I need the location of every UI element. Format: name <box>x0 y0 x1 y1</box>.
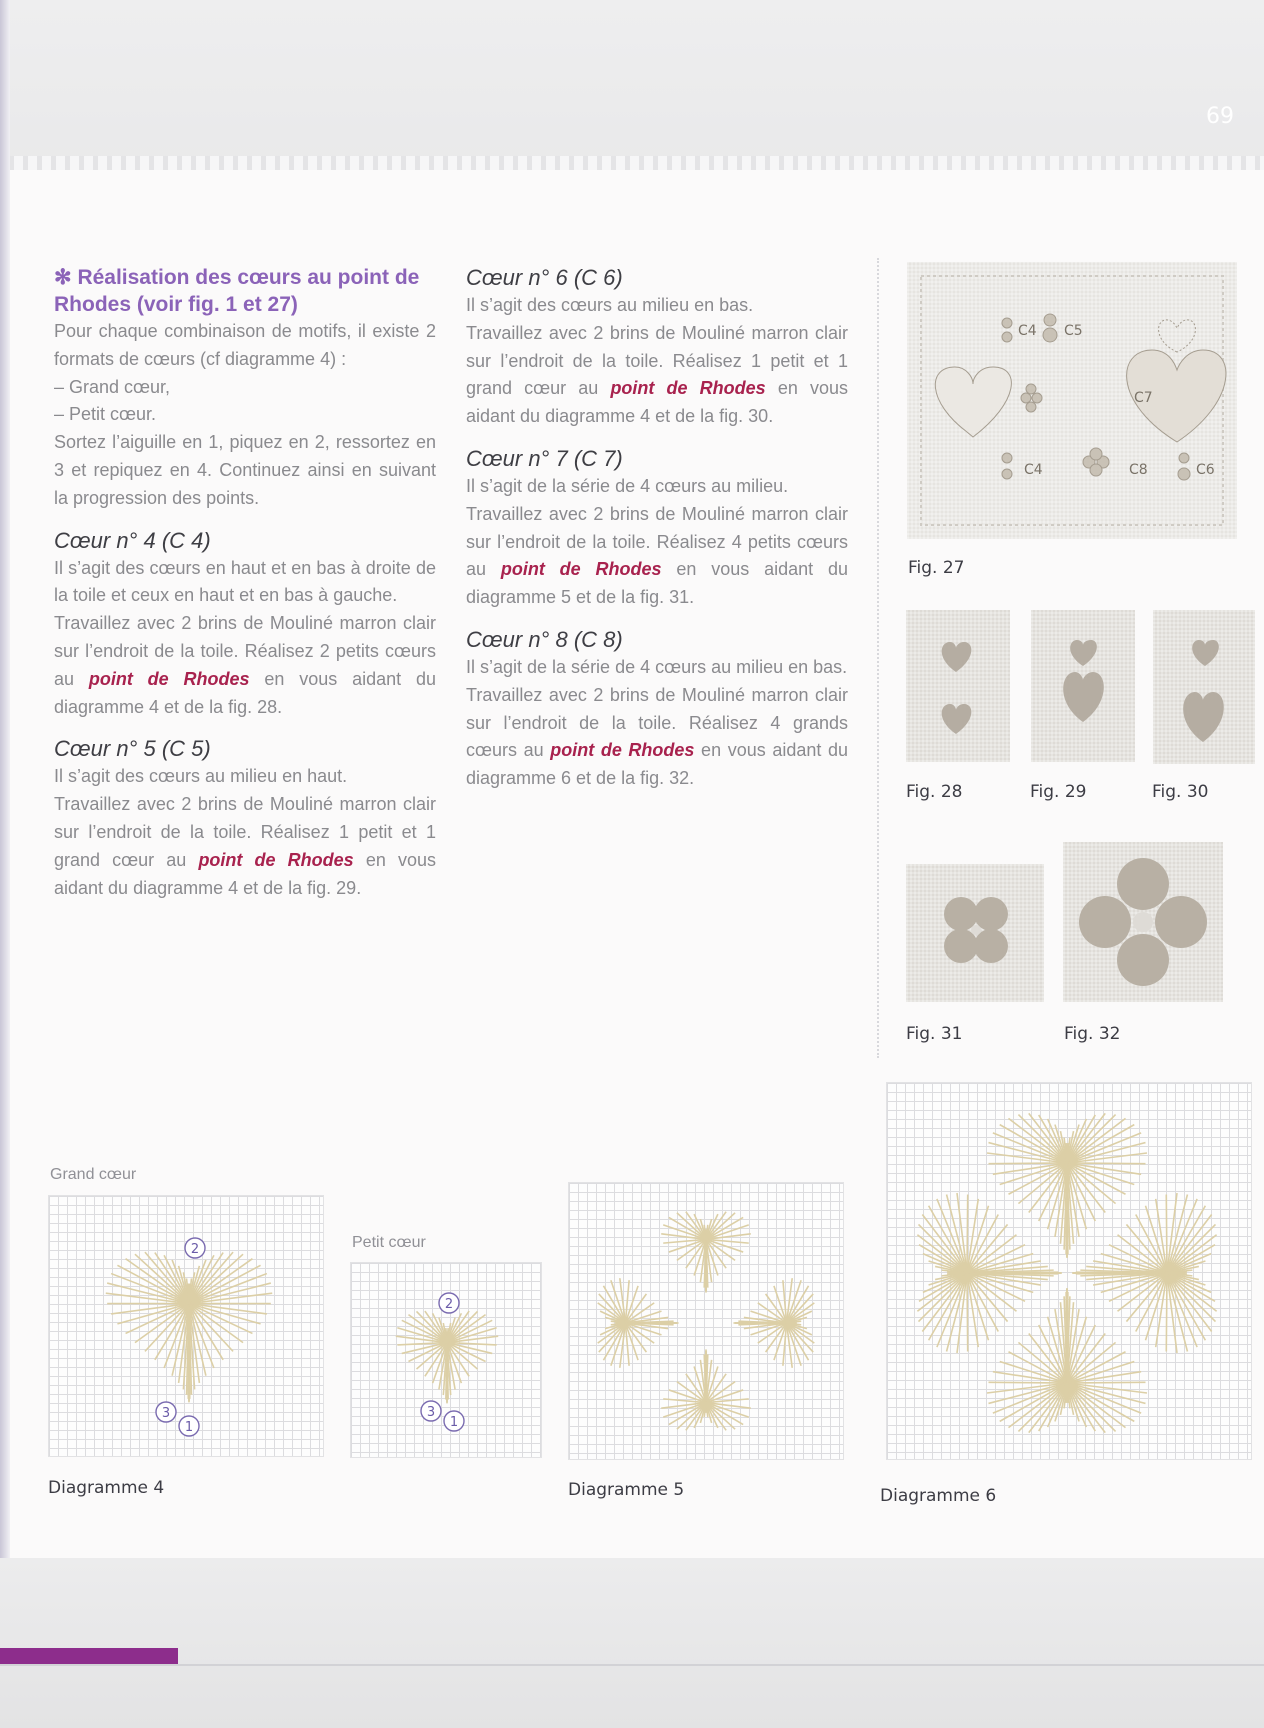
list-item: – Petit cœur. <box>54 404 157 425</box>
stitch-marker-number: 2 <box>190 1242 200 1257</box>
asterisk-icon: ✻ <box>54 266 78 289</box>
stitch-marker-number: 1 <box>184 1420 194 1435</box>
fig27-photo <box>907 262 1237 539</box>
grand-coeur-diagram <box>48 1195 324 1457</box>
stitch-marker <box>421 1401 441 1421</box>
fig30-caption: Fig. 30 <box>1152 782 1209 802</box>
diagram6-caption: Diagramme 6 <box>880 1486 997 1506</box>
c7-instructions: Travaillez avec 2 brins de Mouliné marron clair sur l’endroit de la toile. Réalisez 4 petits cœurs au point de Rhodes en vous aidant du diagramme 5 et de la fig. 31. <box>466 503 848 608</box>
fig27-caption: Fig. 27 <box>908 558 965 578</box>
fig29-photo <box>1031 610 1135 762</box>
bottom-decor-band <box>0 1558 1264 1728</box>
stitch-marker <box>439 1293 459 1313</box>
binding-edge <box>0 0 10 1728</box>
stitch-marker <box>185 1238 205 1258</box>
stitch-marker-number: 2 <box>444 1297 454 1312</box>
text-column-1 <box>54 264 436 902</box>
thread-ray <box>988 1163 1070 1164</box>
thread-ray <box>185 1303 260 1324</box>
c4-heading: Cœur n° 4 (C 4) <box>54 527 211 553</box>
grand-heart <box>106 1252 272 1402</box>
fig31-caption: Fig. 31 <box>906 1024 963 1044</box>
fig27-label: C7 <box>1134 390 1153 406</box>
thread-ray <box>1064 1161 1125 1194</box>
thread-ray <box>1063 1382 1145 1383</box>
thread-ray <box>1166 1194 1167 1276</box>
fig32-caption: Fig. 32 <box>1064 1024 1121 1044</box>
c8-instructions: Travaillez avec 2 brins de Mouliné marron clair sur l’endroit de la toile. Réalisez 4 grands cœurs au point de Rhodes en vous aidant du diagramme 6 et de la fig. 32. <box>466 684 848 789</box>
fig30-photo <box>1153 610 1255 764</box>
c5-location: Il s’agit des cœurs au milieu en haut. <box>54 766 348 787</box>
list-item: – Grand cœur, <box>54 376 171 397</box>
c5-instructions: Travaillez avec 2 brins de Mouliné marron clair sur l’endroit de la toile. Réalisez 1 petit et 1 grand cœur au point de Rhodes en vous aidant du diagramme 4 et de la fig. 29. <box>54 794 436 898</box>
diagram5-grid <box>568 1182 844 1460</box>
column-divider <box>877 258 879 1058</box>
thread-ray <box>965 1214 998 1275</box>
stitch-marker-number: 1 <box>449 1415 459 1430</box>
thread-ray <box>1008 1161 1069 1194</box>
thread-ray <box>1136 1270 1169 1331</box>
c5-heading: Cœur n° 5 (C 5) <box>54 736 211 762</box>
stitch-marker-number: 3 <box>426 1405 436 1420</box>
instruction-paragraph: Sortez l’aiguille en 1, piquez en 2, ressortez en 3 et repiquez en 4. Continuez ainsi en suivant la progression des points. <box>54 432 436 508</box>
thread-ray <box>1136 1214 1169 1275</box>
heart-top <box>987 1113 1147 1258</box>
diagram6-grid <box>886 1082 1252 1460</box>
lace-border <box>0 156 1264 170</box>
stitch-name: point de Rhodes <box>500 559 662 580</box>
heart-bottom <box>661 1349 751 1430</box>
fig27-label: C6 <box>1196 462 1215 478</box>
stitch-name: point de Rhodes <box>610 378 766 399</box>
c8-location: Il s’agit de la série de 4 cœurs au milieu en bas. <box>466 656 848 677</box>
c8-heading: Cœur n° 8 (C 8) <box>466 626 623 652</box>
thread-ray <box>1066 1325 1096 1386</box>
thread-ray <box>964 1245 1025 1275</box>
c7-location: Il s’agit de la série de 4 cœurs au milieu. <box>466 475 789 496</box>
thread-ray <box>1039 1160 1069 1221</box>
petit-heart <box>396 1311 498 1403</box>
c4-location: Il s’agit des cœurs en haut et en bas à droite de la toile et ceux en haut et en bas à gauche. <box>54 557 436 606</box>
fig31-photo <box>906 864 1044 1002</box>
thread-ray <box>1008 1352 1069 1385</box>
c6-heading: Cœur n° 6 (C 6) <box>466 265 623 290</box>
text-column-2 <box>466 264 848 793</box>
thread-ray <box>964 1272 1025 1302</box>
thread-ray <box>1109 1245 1170 1275</box>
petit-coeur-diagram <box>350 1262 542 1458</box>
thread-ray <box>1064 1352 1125 1385</box>
stitch-marker-number: 3 <box>161 1406 171 1421</box>
fig27-label: C4 <box>1024 462 1043 478</box>
thread-ray <box>965 1270 998 1331</box>
fig29-caption: Fig. 29 <box>1030 782 1087 802</box>
stitch-name: point de Rhodes <box>198 849 354 870</box>
heart-right <box>733 1278 814 1368</box>
c4-instructions: Travaillez avec 2 brins de Mouliné marron clair sur l’endroit de la toile. Réalisez 2 petits cœurs au point de Rhodes en vous aidant du diagramme 4 et de la fig. 28. <box>54 613 436 717</box>
fig32-photo <box>1063 842 1223 1002</box>
heart-bottom <box>987 1288 1147 1433</box>
heart-left <box>598 1278 679 1368</box>
c6-location: Il s’agit des cœurs au milieu en bas. <box>466 295 754 315</box>
stitch-marker <box>444 1411 464 1431</box>
thread-ray <box>1066 1160 1096 1221</box>
stitch-marker <box>156 1402 176 1422</box>
stitch-name: point de Rhodes <box>88 668 250 689</box>
stitch-marker <box>179 1416 199 1436</box>
stitch-name: point de Rhodes <box>550 740 695 761</box>
c6-instructions: Travaillez avec 2 brins de Mouliné marron clair sur l’endroit de la toile. Réalisez 1 petit et 1 grand cœur au point de Rhodes en vous aidant du diagramme 4 et de la fig. 30. <box>466 322 848 427</box>
fig27-label: C4 <box>1018 323 1037 339</box>
heart-top <box>661 1212 751 1293</box>
top-decor-band <box>0 0 1264 170</box>
fig28-photo <box>906 610 1010 762</box>
page-number: 69 <box>1206 104 1234 129</box>
thread-ray <box>1039 1325 1069 1386</box>
bottom-rule <box>0 1664 1264 1666</box>
thread-ray <box>1109 1272 1170 1302</box>
diagram5-caption: Diagramme 5 <box>568 1480 685 1500</box>
section-heading: ✻ Réalisation des cœurs au point de Rhodes (voir fig. 1 et 27) <box>54 266 420 316</box>
fig27-label: C8 <box>1129 462 1148 478</box>
thread-ray <box>967 1269 968 1351</box>
grand-coeur-label: Grand cœur <box>50 1166 137 1183</box>
c7-heading: Cœur n° 7 (C 7) <box>466 445 623 471</box>
petit-coeur-label: Petit cœur <box>352 1234 426 1251</box>
intro-paragraph: Pour chaque combinaison de motifs, il existe 2 formats de cœurs (cf diagramme 4) : <box>54 321 436 369</box>
fig27-label: C5 <box>1064 323 1083 339</box>
fig28-caption: Fig. 28 <box>906 782 963 802</box>
accent-tab <box>0 1648 178 1664</box>
diagram4-caption: Diagramme 4 <box>48 1478 165 1498</box>
thread-ray <box>117 1303 192 1324</box>
